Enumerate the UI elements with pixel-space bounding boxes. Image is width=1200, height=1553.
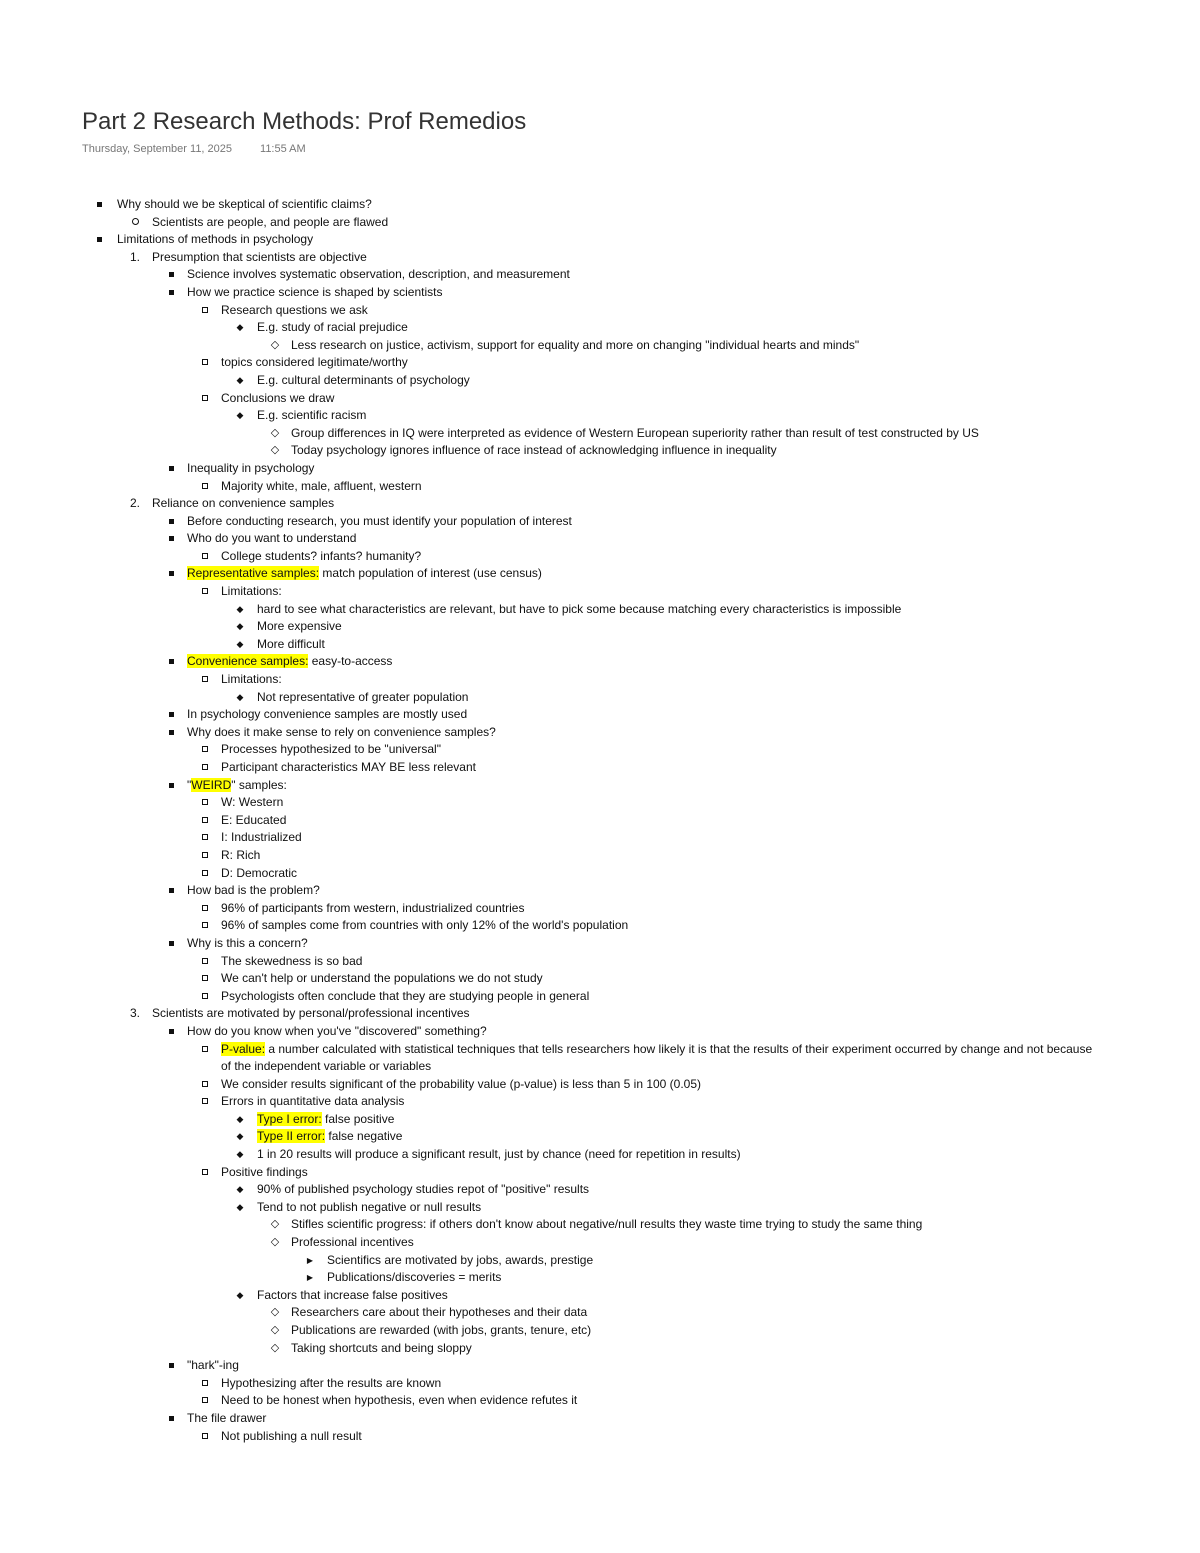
outline-body: Processes hypothesized to be "universal" [221,742,441,757]
outline-body: Limitations of methods in psychology [117,232,314,247]
outline-body: 90% of published psychology studies repot of "positive" results [257,1182,590,1197]
diamond-bullet-icon: ◆ [236,603,244,614]
notes-outline [0,196,1200,1445]
outline-text [187,706,467,724]
square-bullet-icon [162,565,180,583]
diamond-bullet-icon: ◆ [236,1149,244,1160]
outline-text [291,1322,591,1340]
outline-text [221,794,283,812]
outline-body: " samples: [231,777,287,792]
outline-item [0,354,1200,372]
outline-body: D: Democratic [221,865,298,880]
page-time: 11:55 AM [260,143,306,155]
hollow-square-bullet-icon [196,1093,214,1111]
square-bullet-icon [162,460,180,478]
hollow-square-bullet-icon [196,741,214,759]
outline-text [221,478,422,496]
outline-item [0,865,1200,883]
outline-body: Limitations: [221,672,282,687]
square-bullet-icon [90,231,108,249]
outline-text [187,460,314,478]
outline-body: Researchers care about their hypotheses and their data [291,1305,588,1320]
outline-item [0,337,1200,355]
outline-text [257,372,470,390]
outline-item [0,1304,1200,1322]
outline-text [257,319,408,337]
hollow-square-bullet-icon [196,1392,214,1410]
hollow-square-bullet-icon [196,970,214,988]
highlighted-term: WEIRD [191,777,232,792]
diamond-bullet-icon: ◆ [236,410,244,421]
outline-item [0,231,1200,249]
outline-item [0,372,1200,390]
outline-item [0,1128,1200,1146]
list-number: 2. [129,496,140,511]
outline-item [0,1392,1200,1410]
outline-item [0,794,1200,812]
page-meta [82,143,306,155]
outline-item [0,390,1200,408]
outline-body: Factors that increase false positives [257,1287,448,1302]
outline-body: Not publishing a null result [221,1428,362,1443]
outline-text [187,777,287,795]
square-bullet-icon [162,284,180,302]
hollow-square-bullet-icon [196,829,214,847]
outline-body: In psychology convenience samples are mostly used [187,707,468,722]
outline-item [0,530,1200,548]
hollow-diamond-bullet-icon: ◇ [270,426,280,439]
outline-item [0,970,1200,988]
outline-text [187,1410,266,1428]
outline-item [0,917,1200,935]
list-number: 3. [129,1006,140,1021]
outline-body: Errors in quantitative data analysis [221,1094,405,1109]
outline-text [187,935,308,953]
outline-item [0,425,1200,443]
diamond-bullet-icon: ◆ [236,1113,244,1124]
outline-item [0,671,1200,689]
outline-text [327,1269,501,1287]
outline-body: Publications are rewarded (with jobs, grants, tenure, etc) [291,1323,592,1337]
square-bullet-icon [162,1357,180,1375]
outline-item [0,601,1200,619]
outline-body: Hypothesizing after the results are known [221,1375,442,1390]
outline-body: Research questions we ask [221,302,368,317]
outline-body: More difficult [257,636,325,651]
hollow-diamond-bullet-icon: ◇ [270,1218,280,1231]
outline-text [187,1023,487,1041]
outline-body: Why should we be skeptical of scientific claims? [117,197,372,211]
outline-body: We consider results significant of the probability value (p-value) is less than 5 in 100 (0.05) [221,1076,702,1091]
outline-item [0,1041,1200,1076]
outline-body: Positive findings [221,1164,308,1179]
square-bullet-icon [162,1023,180,1041]
hollow-square-bullet-icon [196,900,214,918]
square-bullet-icon [162,1410,180,1428]
outline-item [0,882,1200,900]
outline-item [0,302,1200,320]
outline-body: false positive [321,1111,395,1126]
outline-item [0,988,1200,1006]
outline-body: Why is this a concern? [187,935,308,950]
outline-text [257,1111,394,1129]
outline-body: Reliance on convenience samples [152,496,335,511]
outline-item [0,583,1200,601]
list-number: 1. [129,249,140,264]
outline-text [221,1076,701,1094]
outline-body: We can't help or understand the populations we do not study [221,971,543,986]
outline-body: Tend to not publish negative or null results [257,1199,482,1214]
outline-body: Less research on justice, activism, support for equality and more on changing "individual hearts and minds" [291,337,860,352]
outline-body: E: Educated [221,812,287,827]
outline-text [152,495,334,513]
outline-text [291,1216,922,1234]
hollow-diamond-bullet-icon: ◇ [270,1236,280,1249]
page-title: Part 2 Research Methods: Prof Remedios [82,108,527,135]
hollow-square-bullet-icon [196,988,214,1006]
highlighted-term: Type I error: [257,1111,322,1126]
outline-body: Who do you want to understand [187,531,357,546]
outline-text [221,1041,1101,1076]
hollow-square-bullet-icon [196,548,214,566]
highlighted-term: P-value: [221,1041,266,1056]
outline-text [187,724,496,742]
outline-text [221,741,441,759]
outline-item [0,1269,1200,1287]
outline-body: Not representative of greater population [257,689,469,704]
outline-body: Limitations: [221,584,282,599]
outline-body: easy-to-access [308,654,393,669]
outline-text [221,829,302,847]
outline-body: 96% of participants from western, industrialized countries [221,900,525,915]
outline-text [257,636,325,654]
diamond-bullet-icon: ◆ [236,691,244,702]
outline-item [0,777,1200,795]
outline-body: Why does it make sense to rely on convenience samples? [187,724,496,739]
outline-body: Conclusions we draw [221,390,335,405]
outline-item [0,1252,1200,1270]
outline-body: Group differences in IQ were interpreted as evidence of Western European superiority rather than result of test constructed by US [291,425,979,440]
outline-text [221,988,589,1006]
outline-item [0,1216,1200,1234]
outline-text [187,565,542,583]
outline-item [0,196,1200,214]
hollow-circle-bullet-icon [126,214,144,232]
hollow-square-bullet-icon [196,1375,214,1393]
outline-item [0,1111,1200,1129]
square-bullet-icon [162,266,180,284]
outline-item [0,1023,1200,1041]
outline-item [0,1234,1200,1252]
outline-body: Stifles scientific progress: if others don't know about negative/null results they waste time trying to study the same thing [291,1217,923,1232]
outline-text [187,1357,239,1375]
outline-body: topics considered legitimate/worthy [221,355,408,370]
hollow-diamond-bullet-icon: ◇ [270,1324,280,1336]
outline-text [257,1199,481,1217]
hollow-square-bullet-icon [196,865,214,883]
outline-item [0,513,1200,531]
outline-text [117,196,372,214]
outline-item [0,1428,1200,1446]
diamond-bullet-icon: ◆ [236,1201,244,1212]
outline-text [221,302,368,320]
outline-body: Need to be honest when hypothesis, even when evidence refutes it [221,1393,578,1408]
hollow-square-bullet-icon [196,583,214,601]
outline-item [0,1076,1200,1094]
outline-text [221,1392,577,1410]
outline-body: Psychologists often conclude that they are studying people in general [221,988,590,1003]
outline-text [152,249,367,267]
outline-body: Scientists are people, and people are flawed [152,214,389,229]
outline-body: 96% of samples come from countries with only 12% of the world's population [221,918,629,933]
outline-item [0,1181,1200,1199]
triangle-bullet-icon: ▶ [306,1255,314,1265]
outline-text [257,689,468,707]
outline-text [257,601,901,619]
outline-text [221,1375,441,1393]
highlighted-term: Type II error: [257,1129,326,1144]
outline-item [0,653,1200,671]
outline-body: 1 in 20 results will produce a significant result, just by chance (need for repetition in results) [257,1147,741,1162]
outline-text [257,1287,448,1305]
outline-item [0,565,1200,583]
outline-item [0,548,1200,566]
diamond-bullet-icon: ◆ [236,1184,244,1195]
outline-text [291,442,777,460]
outline-body: match population of interest (use census) [319,566,542,581]
outline-item [0,1340,1200,1358]
outline-item [0,953,1200,971]
outline-item [0,1146,1200,1164]
outline-item [0,478,1200,496]
outline-item [0,1287,1200,1305]
square-bullet-icon [162,882,180,900]
outline-body: "hark"-ing [187,1358,239,1373]
outline-text [221,847,260,865]
outline-text [257,1128,402,1146]
outline-item [0,407,1200,425]
page-date: Thursday, September 11, 2025 [82,143,233,155]
outline-text [257,407,366,425]
square-bullet-icon [162,653,180,671]
outline-body: How bad is the problem? [187,883,320,898]
square-bullet-icon [162,530,180,548]
hollow-square-bullet-icon [196,302,214,320]
outline-text [221,390,334,408]
outline-text [221,548,421,566]
outline-text [187,653,392,671]
outline-text [221,970,543,988]
outline-body: Publications/discoveries = merits [327,1270,502,1285]
outline-item [0,1005,1200,1023]
outline-prefix: " [187,777,192,792]
outline-item [0,266,1200,284]
hollow-square-bullet-icon [196,812,214,830]
hollow-diamond-bullet-icon: ◇ [270,338,280,351]
triangle-bullet-icon: ▶ [306,1273,314,1283]
outline-body: Taking shortcuts and being sloppy [291,1340,472,1355]
highlighted-term: Representative samples: [187,566,320,581]
outline-text [327,1252,593,1270]
outline-item [0,1322,1200,1340]
outline-body: W: Western [221,795,284,810]
outline-text [221,354,408,372]
outline-body: I: Industrialized [221,830,302,845]
outline-body: R: Rich [221,847,261,862]
hollow-diamond-bullet-icon: ◇ [270,444,280,457]
outline-item [0,724,1200,742]
hollow-square-bullet-icon [196,478,214,496]
outline-body: Scientifics are motivated by jobs, awards, prestige [327,1252,594,1267]
outline-text [117,231,313,249]
outline-body: The skewedness is so bad [221,953,363,968]
square-bullet-icon [162,724,180,742]
outline-text [221,812,286,830]
diamond-bullet-icon: ◆ [236,638,244,649]
highlighted-term: Convenience samples: [187,654,309,669]
outline-text [291,1340,472,1358]
outline-item [0,1357,1200,1375]
diamond-bullet-icon: ◆ [236,1131,244,1142]
outline-text [257,1181,589,1199]
hollow-square-bullet-icon [196,671,214,689]
outline-text [221,759,476,777]
hollow-square-bullet-icon [196,917,214,935]
outline-item [0,618,1200,636]
outline-text [257,1146,741,1164]
outline-text [291,337,859,355]
outline-body: E.g. cultural determinants of psychology [257,372,470,387]
outline-item [0,741,1200,759]
outline-body: Professional incentives [291,1235,414,1250]
outline-text [221,953,362,971]
outline-text [187,530,356,548]
square-bullet-icon [162,513,180,531]
outline-item [0,284,1200,302]
outline-text [221,1164,308,1182]
outline-text [221,1428,362,1446]
outline-item [0,759,1200,777]
outline-body: E.g. study of racial prejudice [257,320,408,335]
hollow-diamond-bullet-icon: ◇ [270,1341,280,1354]
outline-text [291,425,979,443]
outline-item [0,689,1200,707]
outline-text [187,284,442,302]
outline-item [0,442,1200,460]
outline-item [0,829,1200,847]
outline-body: Participant characteristics MAY BE less relevant [221,760,476,774]
outline-body: Presumption that scientists are objective [152,249,367,264]
outline-item [0,847,1200,865]
outline-text [187,266,570,284]
outline-item [0,1164,1200,1182]
outline-item [0,706,1200,724]
outline-text [291,1234,414,1252]
outline-item [0,1410,1200,1428]
outline-item [0,319,1200,337]
outline-body: How do you know when you've "discovered" something? [187,1023,487,1038]
outline-text [152,1005,470,1023]
hollow-square-bullet-icon [196,1076,214,1094]
outline-item [0,214,1200,232]
outline-body: a number calculated with statistical techniques that tells researchers how likely it is that the results of their experiment occurred by change and not because of the independent variable or variables [221,1041,1093,1074]
diamond-bullet-icon: ◆ [236,322,244,333]
outline-item [0,495,1200,513]
square-bullet-icon [162,706,180,724]
outline-body: Inequality in psychology [187,460,315,475]
outline-text [187,513,572,531]
outline-body: Majority white, male, affluent, western [221,478,422,493]
outline-body: Today psychology ignores influence of race instead of acknowledging influence in inequality [291,443,777,458]
hollow-diamond-bullet-icon: ◇ [270,1306,280,1319]
hollow-square-bullet-icon [196,953,214,971]
outline-text [221,671,282,689]
outline-text [221,865,297,883]
outline-text [291,1304,587,1322]
outline-body: false negative [325,1129,403,1144]
hollow-square-bullet-icon [196,1428,214,1446]
outline-body: Scientists are motivated by personal/professional incentives [152,1006,470,1021]
outline-text [221,900,524,918]
outline-item [0,1093,1200,1111]
diamond-bullet-icon: ◆ [236,1289,244,1300]
outline-item [0,935,1200,953]
hollow-square-bullet-icon [196,759,214,777]
outline-body: Before conducting research, you must identify your population of interest [187,513,572,528]
hollow-square-bullet-icon [196,794,214,812]
outline-item [0,249,1200,267]
outline-item [0,900,1200,918]
outline-text [257,618,342,636]
outline-item [0,1375,1200,1393]
hollow-square-bullet-icon [196,390,214,408]
outline-body: How we practice science is shaped by scientists [187,284,443,299]
diamond-bullet-icon: ◆ [236,621,244,632]
outline-text [221,583,282,601]
hollow-square-bullet-icon [196,1164,214,1182]
outline-body: College students? infants? humanity? [221,548,422,563]
outline-item [0,636,1200,654]
square-bullet-icon [162,777,180,795]
outline-item [0,460,1200,478]
hollow-square-bullet-icon [196,1041,214,1059]
outline-body: hard to see what characteristics are relevant, but have to pick some because matching every characteristics is impossible [257,601,902,616]
square-bullet-icon [90,196,108,214]
outline-text [152,214,388,232]
outline-body: Science involves systematic observation, description, and measurement [187,267,570,282]
hollow-square-bullet-icon [196,354,214,372]
outline-text [221,1093,404,1111]
square-bullet-icon [162,935,180,953]
outline-text [187,882,320,900]
outline-item [0,812,1200,830]
outline-body: More expensive [257,619,342,634]
outline-item [0,1199,1200,1217]
outline-body: The file drawer [187,1410,267,1425]
outline-text [221,917,628,935]
diamond-bullet-icon: ◆ [236,374,244,385]
hollow-square-bullet-icon [196,847,214,865]
outline-body: E.g. scientific racism [257,408,367,423]
